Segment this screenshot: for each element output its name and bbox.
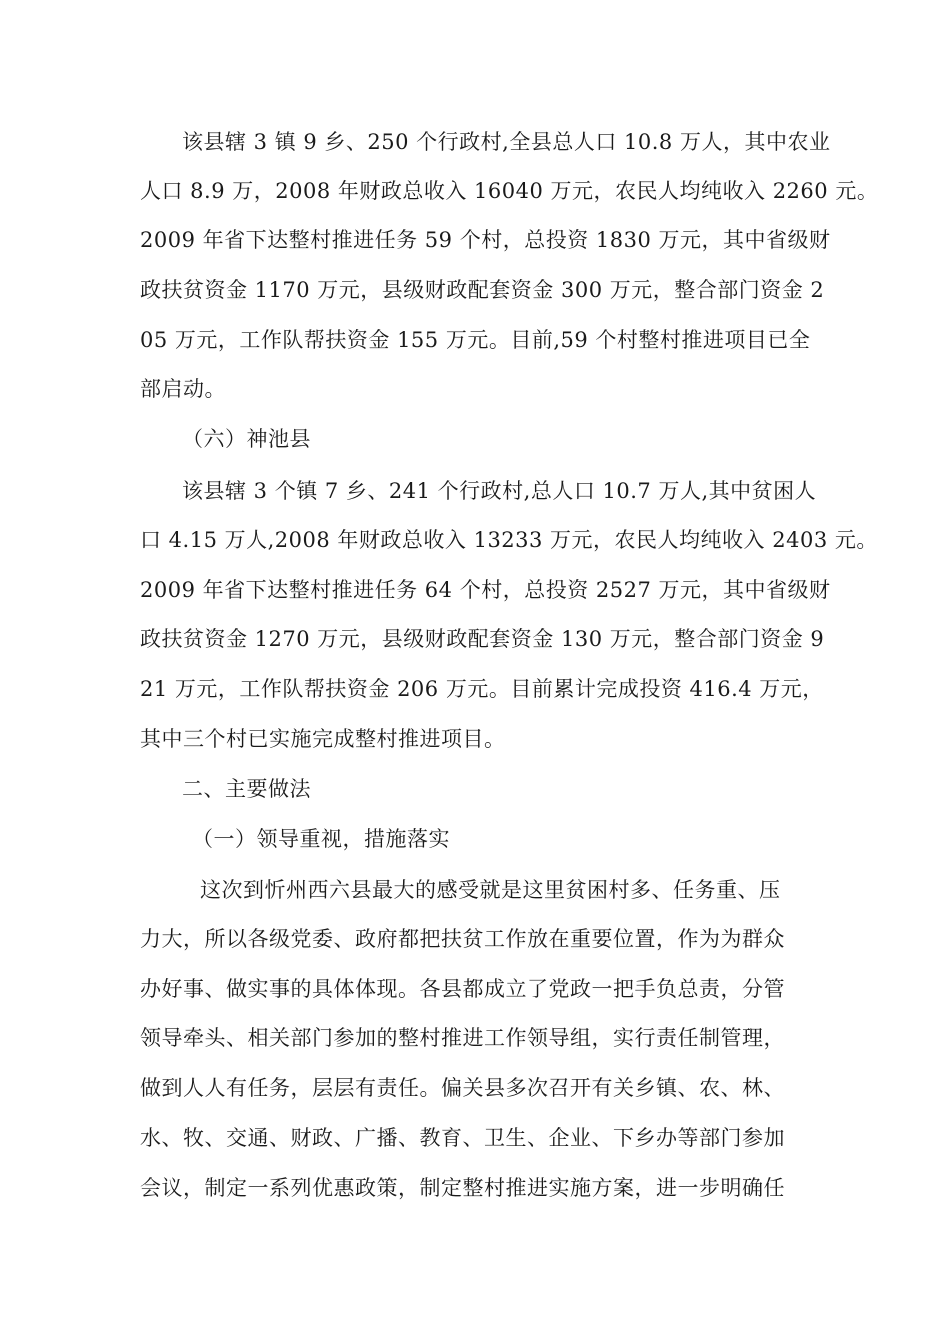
paragraph-2-line-1: 该县辖 3 个镇 7 乡、241 个行政村,总人口 10.7 万人,其中贫困人: [182, 479, 817, 503]
paragraph-3-line-1: 这次到忻州西六县最大的感受就是这里贫困村多、任务重、压: [200, 878, 781, 902]
section-heading-main-methods: 二、主要做法: [182, 777, 311, 801]
paragraph-3-line-5: 做到人人有任务，层层有责任。偏关县多次召开有关乡镇、农、林、: [140, 1076, 785, 1100]
paragraph-1-line-6: 部启动。: [140, 377, 226, 401]
paragraph-1-line-3: 2009 年省下达整村推进任务 59 个村，总投资 1830 万元，其中省级财: [140, 228, 831, 252]
paragraph-1-line-1: 该县辖 3 镇 9 乡、250 个行政村,全县总人口 10.8 万人，其中农业: [182, 130, 831, 154]
paragraph-3-line-7: 会议，制定一系列优惠政策，制定整村推进实施方案，进一步明确任: [140, 1176, 785, 1200]
paragraph-3-line-4: 领导牵头、相关部门参加的整村推进工作领导组，实行责任制管理，: [140, 1026, 785, 1050]
paragraph-3-line-6: 水、牧、交通、财政、广播、教育、卫生、企业、下乡办等部门参加: [140, 1126, 785, 1150]
paragraph-3-line-2: 力大，所以各级党委、政府都把扶贫工作放在重要位置，作为为群众: [140, 927, 785, 951]
paragraph-3-line-3: 办好事、做实事的具体体现。各县都成立了党政一把手负总责，分管: [140, 977, 785, 1001]
paragraph-1-line-2: 人口 8.9 万，2008 年财政总收入 16040 万元，农民人均纯收入 2260 元。: [140, 179, 879, 203]
paragraph-2-line-4: 政扶贫资金 1270 万元，县级财政配套资金 130 万元，整合部门资金 9: [140, 627, 825, 651]
subsection-heading-leadership: （一）领导重视，措施落实: [192, 827, 450, 851]
paragraph-1-line-4: 政扶贫资金 1170 万元，县级财政配套资金 300 万元，整合部门资金 2: [140, 278, 825, 302]
section-heading-shenchi: （六）神池县: [182, 427, 311, 451]
paragraph-1-line-5: 05 万元，工作队帮扶资金 155 万元。目前,59 个村整村推进项目已全: [140, 328, 811, 352]
paragraph-2-line-3: 2009 年省下达整村推进任务 64 个村，总投资 2527 万元，其中省级财: [140, 578, 831, 602]
paragraph-2-line-5: 21 万元，工作队帮扶资金 206 万元。目前累计完成投资 416.4 万元，: [140, 677, 824, 701]
paragraph-2-line-6: 其中三个村已实施完成整村推进项目。: [140, 727, 506, 751]
paragraph-2-line-2: 口 4.15 万人,2008 年财政总收入 13233 万元，农民人均纯收入 2403 元。: [140, 528, 878, 552]
